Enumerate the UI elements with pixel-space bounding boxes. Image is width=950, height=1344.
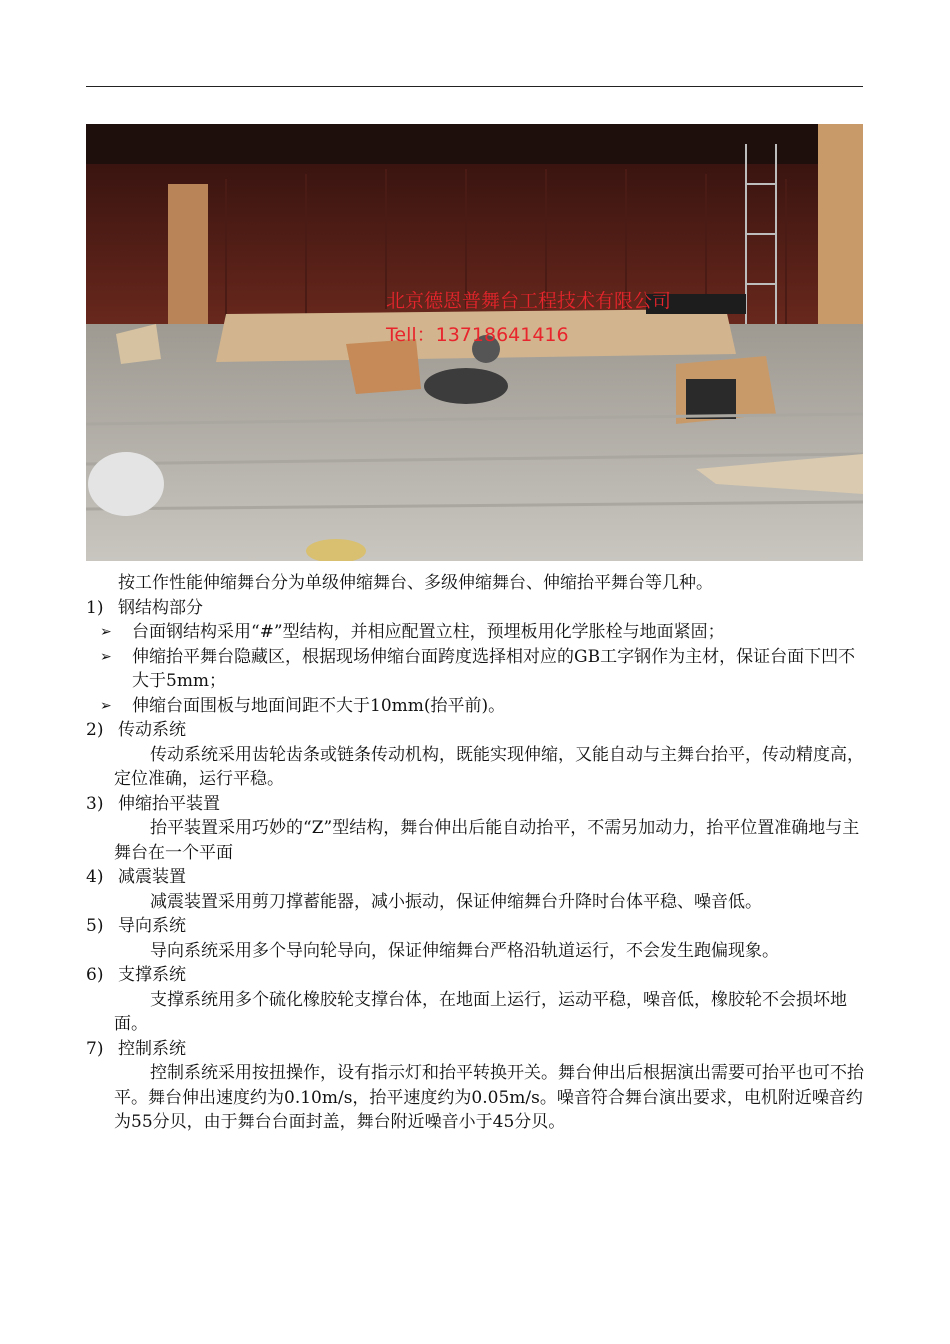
section-body: 支撑系统用多个硫化橡胶轮支撑台体，在地面上运行，运动平稳，噪音低，橡胶轮不会损坏地面。 [114, 989, 847, 1034]
section-body: 控制系统采用按扭操作，设有指示灯和抬平转换开关。舞台伸出后根据演出需要可抬平也可不抬平。舞台伸出速度约为0.10m/s，抬平速度约为0.05m/s。噪音符合舞台演出要求，电机附近噪音约为55分贝，由于舞台台面封盖，舞台附近噪音小于45分贝。 [114, 1063, 864, 1132]
section-title: 导向系统 [118, 916, 186, 936]
arrow-bullet-icon: ➢ [100, 697, 112, 714]
section-title: 减震装置 [118, 867, 186, 887]
list-item-text: 台面钢结构采用“#”型结构，并相应配置立柱，预埋板用化学胀栓与地面紧固； [132, 622, 725, 642]
section-number: 4) [86, 867, 104, 887]
section-body: 导向系统采用多个导向轮导向，保证伸缩舞台严格沿轨道运行，不会发生跑偏现象。 [150, 940, 779, 961]
section-heading [86, 865, 866, 890]
arrow-bullet-icon: ➢ [100, 648, 112, 665]
section-number: 5) [86, 916, 104, 936]
section-title: 支撑系统 [118, 965, 186, 985]
section-body: 减震装置采用剪刀撑蓄能器，减小振动，保证伸缩舞台升降时台体平稳、噪音低。 [150, 891, 762, 912]
section-heading [86, 718, 866, 743]
section-body: 抬平装置采用巧妙的“Z”型结构，舞台伸出后能自动抬平，不需另加动力，抬平位置准确地与主舞台在一个平面 [114, 818, 860, 863]
section-title: 控制系统 [118, 1038, 186, 1059]
list-item [86, 620, 866, 645]
stage-photo [86, 124, 863, 561]
section-heading [86, 1037, 866, 1062]
list-item [86, 645, 866, 694]
list-item-text: 伸缩台面围板与地面间距不大于10mm(抬平前)。 [132, 695, 506, 716]
intro-paragraph: 按工作性能伸缩舞台分为单级伸缩舞台、多级伸缩舞台、伸缩抬平舞台等几种。 [118, 573, 713, 593]
document-body [86, 571, 866, 1135]
section-body: 传动系统采用齿轮齿条或链条传动机构，既能实现伸缩，又能自动与主舞台抬平，传动精度高，定位准确，运行平稳。 [114, 744, 864, 789]
section-title: 钢结构部分 [118, 597, 203, 618]
section-heading [86, 914, 866, 939]
header-rule [86, 86, 863, 87]
watermark-phone: Tell：13718641416 [386, 324, 569, 346]
section-number: 2) [86, 720, 104, 740]
arrow-bullet-icon: ➢ [100, 624, 112, 640]
section-number: 6) [86, 965, 104, 985]
section-heading [86, 963, 866, 988]
section-heading [86, 596, 866, 621]
section-title: 传动系统 [118, 720, 186, 740]
list-item [86, 694, 866, 719]
section-heading [86, 792, 866, 817]
section-number: 7) [86, 1038, 104, 1059]
list-item-text: 伸缩抬平舞台隐藏区，根据现场伸缩台面跨度选择相对应的GB工字钢作为主材，保证台面下凹不大于5mm； [132, 646, 856, 691]
section-title: 伸缩抬平装置 [118, 793, 220, 814]
watermark-company: 北京德恩普舞台工程技术有限公司 [386, 290, 672, 312]
section-number: 1) [86, 597, 104, 618]
section-number: 3) [86, 793, 104, 814]
